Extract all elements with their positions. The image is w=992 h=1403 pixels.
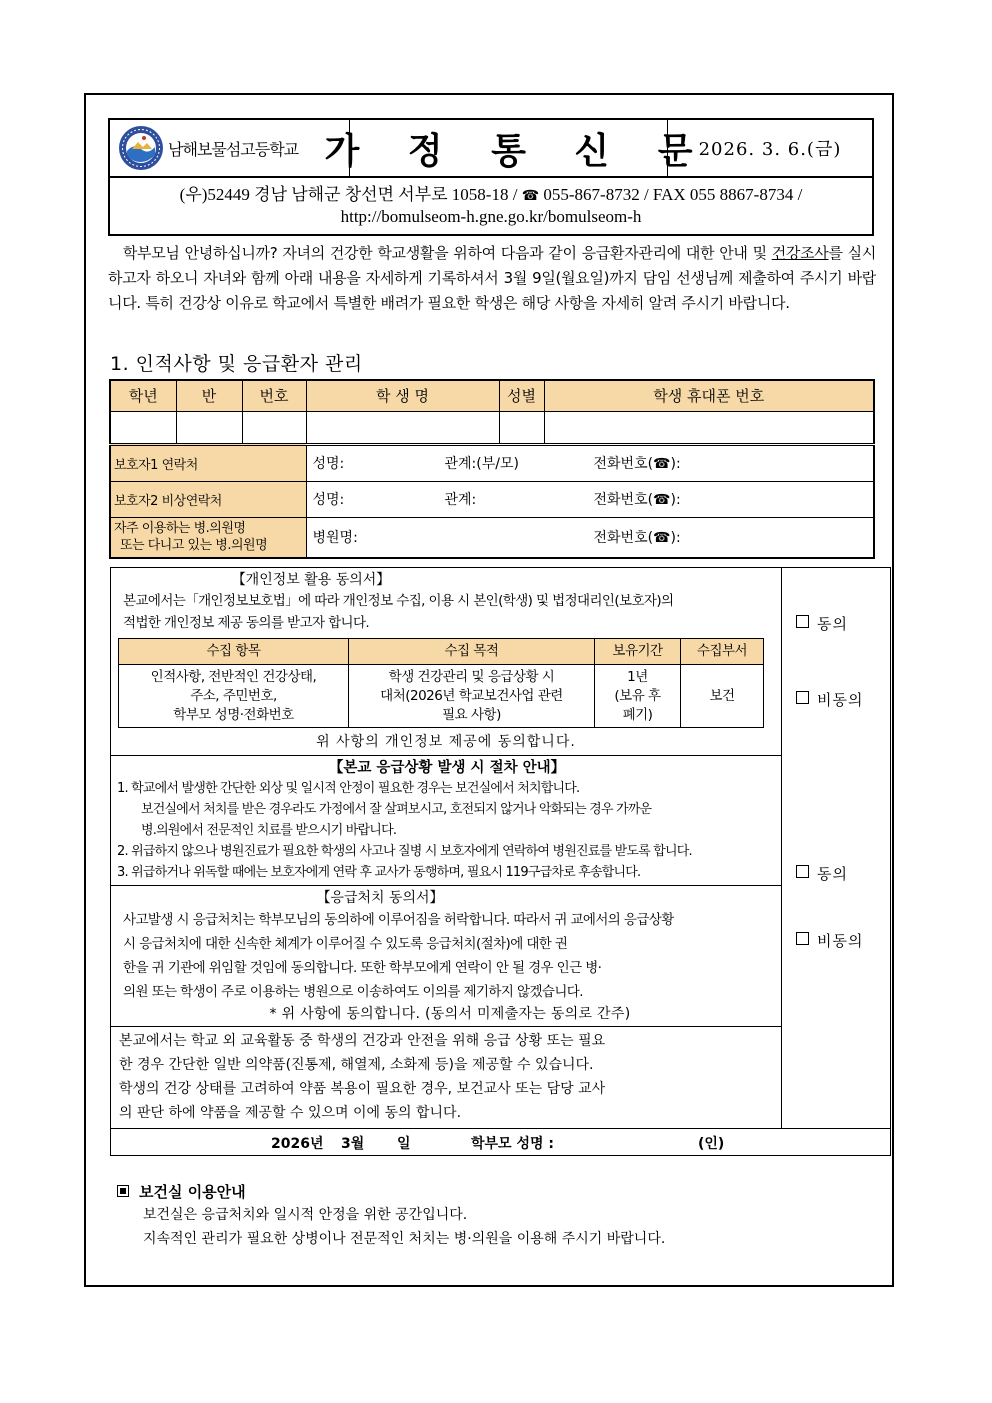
intro-text-2: 를 실시하고자 하오니 자녀와 함께 아래 내용을 자세하게 기록하셔서 3월 9일(월요일)까지 담임 선생님께 제출하여 주시기 바랍니다. 특히 건강상 이유로 학교에서 특별한 배려가 필요한 학생은 해당 사항을 자세히 알려 주시기 바랍니다.: [108, 244, 877, 312]
school-logo-icon: [118, 125, 164, 171]
emergency-procedure-heading: 【본교 응급상황 발생 시 절차 안내】: [328, 760, 566, 776]
procedure-item-cont: 보건실에서 처치를 받은 경우라도 가정에서 잘 살펴보시고, 호전되지 않거나 악화되는 경우 가까운: [141, 802, 652, 817]
gender-input[interactable]: [499, 411, 544, 444]
guardian1-name-label: 성명:: [312, 456, 345, 472]
health-room-section: [117, 1181, 877, 1251]
disagree-label: 비동의: [817, 690, 864, 709]
health-room-line: 지속적인 관리가 필요한 상병이나 전문적인 처치는 병·의원을 이용해 주시기 바랍니다.: [143, 1231, 666, 1247]
emergency-procedure-list: [117, 778, 777, 883]
school-contact: [110, 178, 872, 234]
first-aid-disagree-option[interactable]: [796, 930, 890, 951]
privacy-disagree-option[interactable]: [796, 689, 890, 710]
agree-label: 동의: [817, 865, 848, 883]
number-input[interactable]: [242, 411, 306, 444]
school-name: 남해보물섬고등학교: [168, 139, 299, 159]
column-header: 수집 항목: [119, 639, 349, 665]
health-room-title: [117, 1181, 877, 1203]
phone-icon: ☎: [521, 189, 540, 204]
notice-line: 본교에서는 학교 외 교육활동 중 학생의 건강과 안전을 위해 응급 상황 또는 필요: [119, 1033, 606, 1049]
intro-text-1: 학부모님 안녕하십니까? 자녀의 건강한 학교생활을 위하여 다음과 같이 응급환자관리에 대한 안내 및: [122, 244, 772, 262]
consent-block: [110, 567, 891, 1156]
privacy-consent-section: [111, 568, 782, 755]
column-header: 학 생 명: [306, 380, 499, 411]
consent-line: 의원 또는 학생이 주로 이용하는 병원으로 이송하여도 이의를 제기하지 않겠습니다.: [123, 984, 583, 1000]
column-header: 수집부서: [681, 639, 764, 665]
disagree-label: 비동의: [817, 932, 864, 950]
privacy-agree-option[interactable]: [796, 613, 890, 634]
collection-items: [119, 665, 349, 728]
column-header: 보유기간: [595, 639, 681, 665]
filled-square-bullet-icon: [117, 1185, 129, 1197]
checkbox-icon[interactable]: [796, 691, 809, 704]
guardian1-fields[interactable]: [306, 444, 874, 481]
hospital-label-line2: 또는 다니고 있는 병.의원명: [120, 538, 268, 553]
agree-label: 동의: [817, 615, 848, 634]
period-line: 폐기): [622, 706, 653, 723]
grade-input[interactable]: [110, 411, 176, 444]
hospital-phone-label: 전화번호(☎):: [593, 530, 681, 546]
medicine-choice-spacer: [782, 1026, 890, 1128]
student-phone-input[interactable]: [544, 411, 874, 444]
period-line: 1년: [627, 668, 648, 685]
consent-line: 한을 귀 기관에 위임할 것임에 동의합니다. 또한 학부모에게 연락이 안 될 경우 인근 병·: [123, 960, 602, 976]
privacy-choice-column: [782, 568, 890, 755]
seal-mark[interactable]: (인): [698, 1136, 725, 1152]
school-website[interactable]: http://bomulseom-h.gne.go.kr/bomulseom-h: [340, 207, 642, 226]
school-address: (우)52449 경남 남해군 창선면 서부로 1058-18 /: [179, 185, 522, 204]
guardian2-name-label: 성명:: [312, 492, 345, 508]
student-info-table: [109, 379, 875, 559]
privacy-text-line1: 본교에서는「개인정보보호법」에 따라 개인정보 수집, 이용 시 본인(학생) 및 법정대리인(보호자)의: [123, 593, 674, 609]
school-phone-fax: 055-867-8732 / FAX 055 8867-8734 /: [539, 185, 803, 204]
guardian2-phone-label: 전화번호(☎):: [593, 492, 681, 508]
section-title: 1. 인적사항 및 응급환자 관리: [110, 353, 363, 375]
guardian2-label: 보호자2 비상연락처: [110, 481, 306, 517]
items-line: 학부모 성명·전화번호: [173, 706, 294, 723]
period-line: (보유 후: [614, 687, 661, 704]
class-input[interactable]: [176, 411, 242, 444]
notice-line: 학생의 건강 상태를 고려하여 약품 복용이 필요한 경우, 보건교사 또는 담당 교사: [119, 1081, 606, 1097]
first-aid-consent-section: [111, 885, 782, 1026]
column-header: 성별: [499, 380, 544, 411]
hospital-name-label: 병원명:: [312, 530, 358, 546]
parent-name-label: 학부모 성명 :: [471, 1136, 554, 1152]
procedure-item-cont: 병.의원에서 전문적인 치료를 받으시기 바랍니다.: [141, 823, 397, 838]
signature-row[interactable]: [111, 1128, 890, 1155]
privacy-collection-table: [118, 638, 764, 728]
first-aid-agree-option[interactable]: [796, 863, 890, 884]
column-header: 학생 휴대폰 번호: [544, 380, 874, 411]
hospital-fields[interactable]: [306, 517, 874, 558]
checkbox-icon[interactable]: [796, 865, 809, 878]
column-header: 수집 목적: [349, 639, 595, 665]
procedure-item: 3. 위급하거나 위독할 때에는 보호자에게 연락 후 교사가 동행하며, 필요시 119구급차로 후송합니다.: [117, 865, 641, 880]
medicine-notice: [119, 1029, 777, 1125]
issue-date: 2026. 3. 6.(금): [698, 139, 842, 160]
collection-purpose: [349, 665, 595, 728]
signature-day: 일: [397, 1136, 411, 1152]
school-info: [110, 120, 350, 176]
privacy-consent-heading: 【개인정보 활용 동의서】: [231, 572, 391, 588]
newsletter-header: [108, 118, 874, 236]
items-line: 주소, 주민번호,: [190, 687, 277, 704]
checkbox-icon[interactable]: [796, 932, 809, 945]
hospital-label-line1: 자주 이용하는 병.의원명: [114, 521, 246, 536]
notice-line: 한 경우 간단한 일반 의약품(진통제, 해열제, 소화제 등)을 제공할 수 있습니다.: [119, 1057, 594, 1073]
first-aid-choice-column: [782, 865, 890, 1026]
guardian2-relation-label: 관계:: [444, 492, 477, 508]
checkbox-icon[interactable]: [796, 615, 809, 628]
privacy-consent-text: [115, 590, 777, 634]
privacy-text-line2: 적법한 개인정보 제공 동의를 받고자 합니다.: [123, 615, 370, 631]
purpose-line: 대처(2026년 학교보건사업 관련: [380, 687, 563, 704]
health-room-title-text: 보건실 이용안내: [139, 1183, 246, 1201]
items-line: 인적사항, 전반적인 건강상태,: [150, 668, 317, 685]
collecting-department: 보건: [681, 665, 764, 728]
guardian1-relation-label: 관계:(부/모): [444, 456, 519, 472]
first-aid-consent-heading: 【응급처치 동의서】: [316, 890, 444, 906]
signature-month: 3월: [341, 1136, 365, 1152]
document-title: 가 정 통 신 문: [350, 120, 668, 176]
retention-period: [595, 665, 681, 728]
consent-line: 사고발생 시 응급처치는 학부모님의 동의하에 이루어짐을 허락합니다. 따라서 귀 교에서의 응급상황: [123, 912, 674, 928]
emergency-procedure-section: [111, 755, 782, 885]
hospital-label: [110, 517, 306, 558]
intro-underlined: 건강조사: [771, 244, 829, 262]
guardian1-label: 보호자1 연락처: [110, 444, 306, 481]
consent-line: 시 응급처치에 대한 신속한 체계가 이루어질 수 있도록 응급처치(절차)에 대한 권: [123, 936, 568, 952]
first-aid-consent-note: * 위 사항에 동의합니다. (동의서 미제출자는 동의로 간주): [269, 1006, 631, 1022]
column-header: 번호: [242, 380, 306, 411]
student-name-input[interactable]: [306, 411, 499, 444]
column-header: 반: [176, 380, 242, 411]
guardian2-fields[interactable]: [306, 481, 874, 517]
intro-paragraph: [108, 241, 876, 316]
medicine-notice-section: [111, 1026, 782, 1128]
purpose-line: 학생 건강관리 및 응급상황 시: [388, 668, 555, 685]
guardian1-phone-label: 전화번호(☎):: [593, 456, 681, 472]
privacy-agree-statement: 위 사항의 개인정보 제공에 동의합니다.: [316, 734, 576, 750]
first-aid-consent-text: [123, 908, 777, 1004]
procedure-item: 2. 위급하지 않으나 병원진료가 필요한 학생의 사고나 질병 시 보호자에게 연락하여 병원진료를 받도록 합니다.: [117, 844, 692, 859]
notice-line: 의 판단 하에 약품을 제공할 수 있으며 이에 동의 합니다.: [119, 1105, 462, 1121]
purpose-line: 필요 사항): [442, 706, 501, 723]
health-room-line: 보건실은 응급처치와 일시적 안정을 위한 공간입니다.: [143, 1207, 468, 1223]
signature-year: 2026년: [271, 1136, 324, 1152]
column-header: 학년: [110, 380, 176, 411]
procedure-item: 1. 학교에서 발생한 간단한 외상 및 일시적 안정이 필요한 경우는 보건실에서 처치합니다.: [117, 781, 580, 796]
